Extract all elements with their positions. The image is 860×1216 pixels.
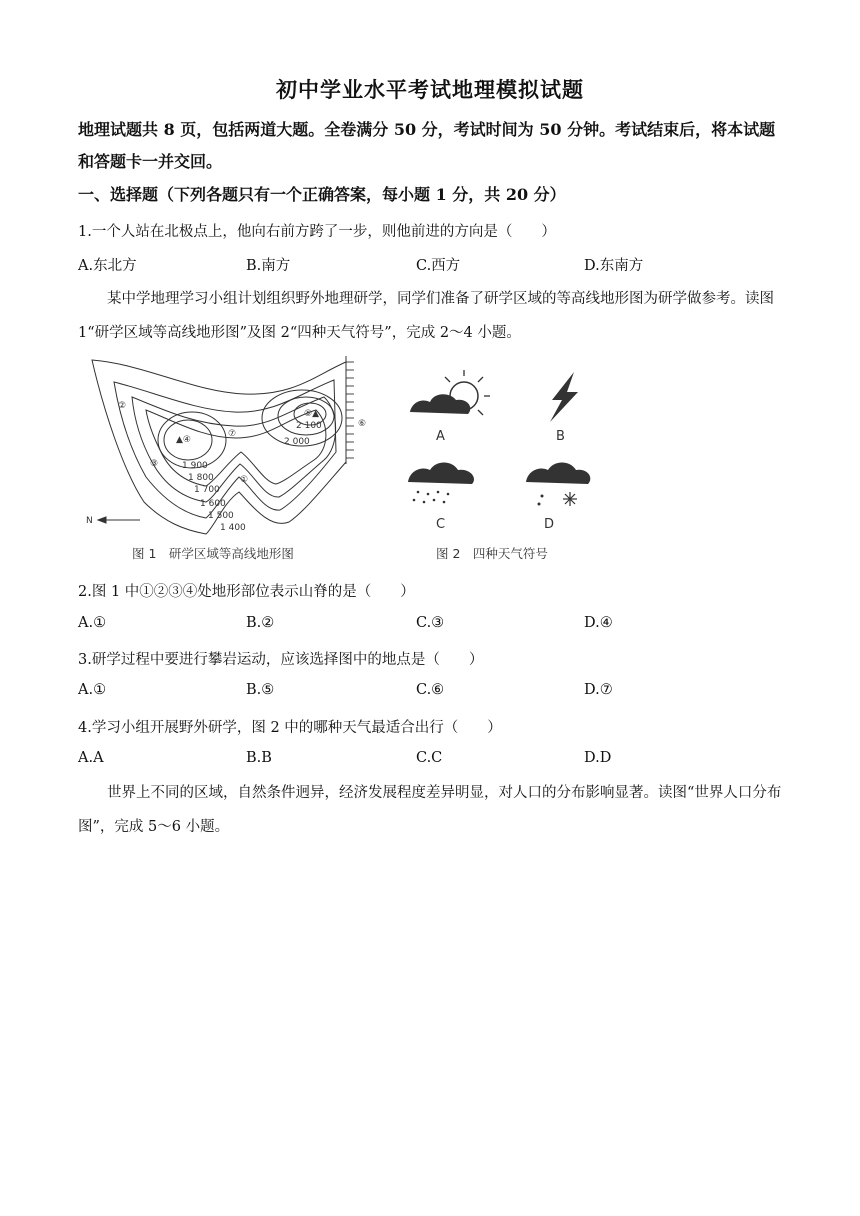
lightning-icon	[550, 372, 578, 422]
rain-icon	[408, 463, 474, 504]
contour-label-1700: 1 700	[194, 485, 220, 495]
option-a: A.A	[78, 750, 104, 766]
option-b: B.②	[246, 615, 275, 631]
symbol-b-label: B	[556, 429, 565, 444]
contour-label-1800: 1 800	[188, 473, 214, 483]
question-2-stem: 2.图 1 中①②③④处地形部位表示山脊的是（ ）	[78, 584, 415, 600]
question-4-stem: 4.学习小组开展野外研学，图 2 中的哪种天气最适合出行（ ）	[78, 720, 502, 736]
point-4-label: ▲④	[176, 435, 191, 445]
option-c: C.③	[416, 615, 445, 631]
contour-label-1600: 1 600	[200, 499, 226, 509]
figure-1-caption: 图 1 研学区域等高线地形图	[132, 546, 294, 561]
option-d: D.D	[584, 750, 612, 766]
option-b: B.B	[246, 750, 272, 766]
question-3-stem: 3.研学过程中要进行攀岩运动，应该选择图中的地点是（ ）	[78, 652, 484, 668]
option-b: B.南方	[246, 258, 291, 274]
option-b: B.⑤	[246, 682, 275, 698]
point-5-label: ⑤▲	[304, 409, 319, 419]
contour-label-1900: 1 900	[182, 461, 208, 471]
contour-label-1500: 1 500	[208, 511, 234, 521]
option-c: C.西方	[416, 258, 461, 274]
figures-area	[84, 352, 604, 568]
passage-1: 某中学地理学习小组计划组织野外地理研学，同学们准备了研学区域的等高线地形图为研学做参考。读图 1“研学区域等高线地形图”及图 2“四种天气符号”，完成 2～4 小题。	[78, 291, 774, 341]
symbol-a-label: A	[436, 429, 445, 444]
option-c: C.C	[416, 750, 443, 766]
option-a: A.东北方	[78, 258, 137, 274]
contour-label-2100: 2 100	[296, 421, 322, 431]
point-2-label: ②	[118, 401, 127, 411]
sunny-cloudy-icon	[410, 370, 490, 415]
symbol-c-label: C	[436, 517, 446, 532]
exam-instructions: 地理试题共 8 页，包括两道大题。全卷满分 50 分，考试时间为 50 分钟。考试结束后，将本试题和答题卡一并交回。	[78, 120, 776, 171]
point-6-label: ⑥	[358, 419, 367, 429]
passage-2: 世界上不同的区域，自然条件迥异，经济发展程度差异明显，对人口的分布影响显著。读图“世界人口分布图”，完成 5～6 小题。	[78, 785, 782, 835]
north-label: N	[86, 516, 93, 526]
point-3-label: ③	[150, 459, 159, 469]
option-d: D.④	[584, 615, 613, 631]
option-d: D.⑦	[584, 682, 613, 698]
section-heading: 一、选择题（下列各题只有一个正确答案，每小题 1 分，共 20 分）	[78, 185, 566, 204]
question-1-stem: 1.一个人站在北极点上，他向右前方跨了一步，则他前进的方向是（ ）	[78, 224, 556, 240]
option-a: A.①	[78, 682, 107, 698]
contour-label-2000: 2 000	[284, 437, 310, 447]
option-a: A.①	[78, 615, 107, 631]
option-d: D.东南方	[584, 258, 644, 274]
option-c: C.⑥	[416, 682, 445, 698]
figure-2-caption: 图 2 四种天气符号	[436, 546, 548, 561]
point-7-label: ⑦	[228, 429, 237, 439]
page-title: 初中学业水平考试地理模拟试题	[276, 77, 584, 102]
point-1-label: ①	[240, 475, 249, 485]
symbol-d-label: D	[544, 517, 555, 532]
snow-icon	[526, 463, 590, 507]
contour-label-1400: 1 400	[220, 523, 246, 533]
